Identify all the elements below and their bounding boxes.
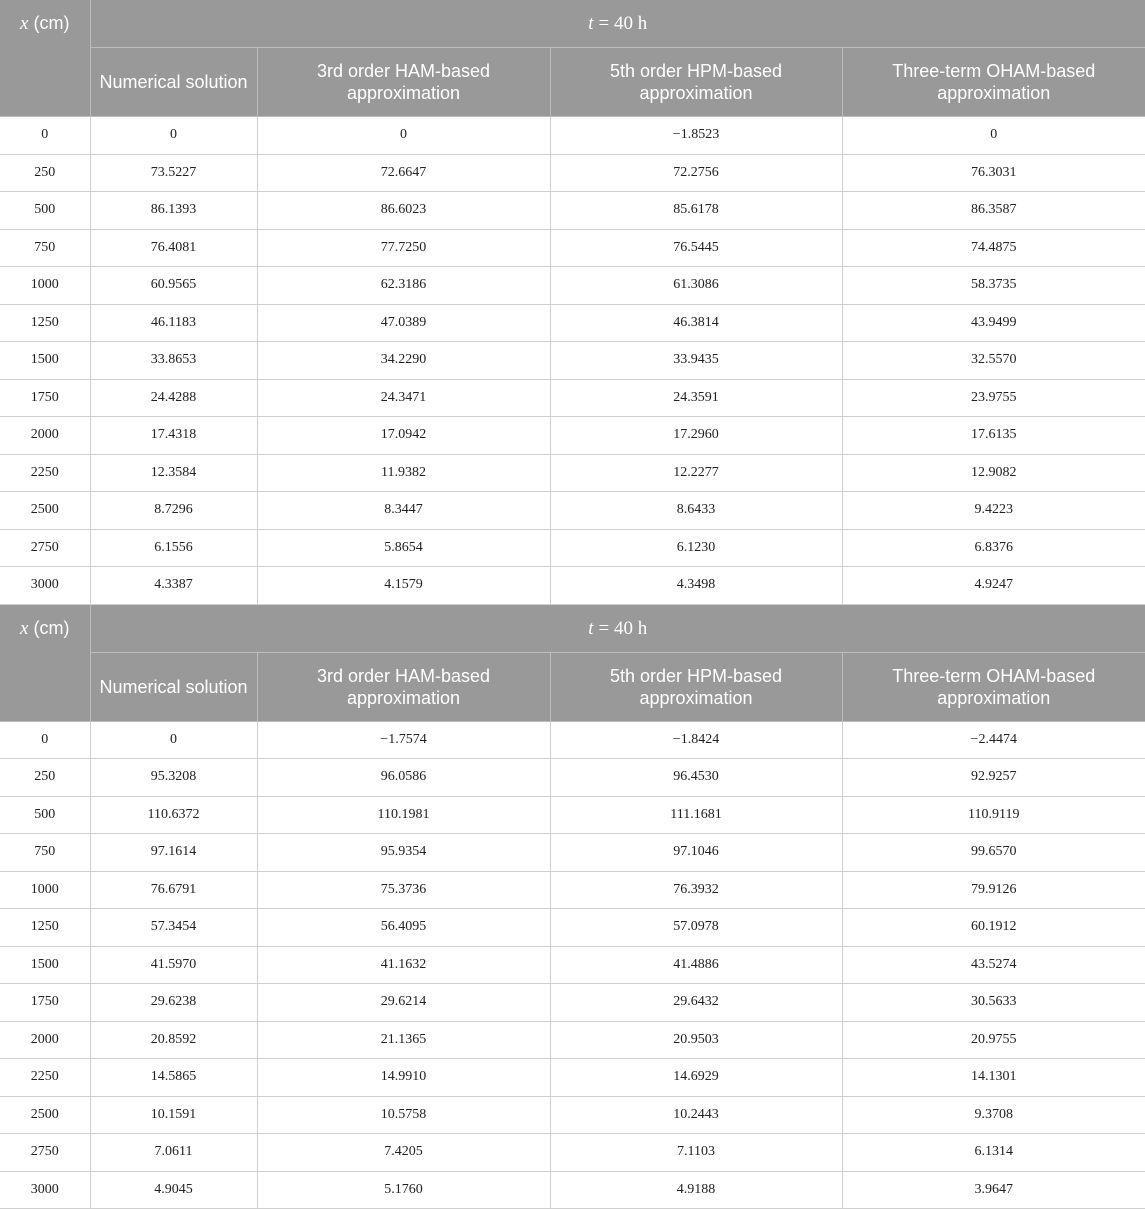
x-column-header [0, 0, 90, 117]
table-row [0, 721, 1145, 759]
value-cell: 9.4223 [842, 492, 1145, 530]
value-cell: 24.4288 [90, 379, 257, 417]
value-cell: 7.1103 [550, 1134, 842, 1172]
x-value-cell: 1500 [0, 946, 90, 984]
value-cell: 0 [90, 117, 257, 155]
value-cell: 0 [842, 117, 1145, 155]
x-value-cell: 2750 [0, 529, 90, 567]
value-cell: 12.9082 [842, 454, 1145, 492]
value-cell: 6.1230 [550, 529, 842, 567]
x-value-cell: 2250 [0, 454, 90, 492]
value-cell: 43.5274 [842, 946, 1145, 984]
x-unit: (cm) [33, 617, 70, 638]
x-value-cell: 250 [0, 154, 90, 192]
table-row [0, 417, 1145, 455]
x-value-cell: 2500 [0, 1096, 90, 1134]
table-row [0, 909, 1145, 947]
method-column-header: Three-term OHAM-based approximation [842, 652, 1145, 721]
value-cell: 76.5445 [550, 229, 842, 267]
value-cell: 10.5758 [257, 1096, 550, 1134]
value-cell: 33.8653 [90, 342, 257, 380]
value-cell: 8.6433 [550, 492, 842, 530]
value-cell: 4.9045 [90, 1171, 257, 1209]
table-row [0, 154, 1145, 192]
value-cell: 17.4318 [90, 417, 257, 455]
x-value-cell: 500 [0, 192, 90, 230]
t-variable: t [588, 13, 594, 34]
value-cell: 86.3587 [842, 192, 1145, 230]
value-cell: 10.2443 [550, 1096, 842, 1134]
value-cell: 77.7250 [257, 229, 550, 267]
value-cell: 86.1393 [90, 192, 257, 230]
value-cell: 110.6372 [90, 796, 257, 834]
x-value-cell: 500 [0, 796, 90, 834]
t-variable: t [588, 617, 594, 639]
table-row [0, 984, 1145, 1022]
value-cell: 97.1614 [90, 834, 257, 872]
value-cell: 8.3447 [257, 492, 550, 530]
value-cell: 7.0611 [90, 1134, 257, 1172]
value-cell: 46.1183 [90, 304, 257, 342]
t-value: = 40 h [598, 617, 648, 639]
x-value-cell: 0 [0, 721, 90, 759]
value-cell: 24.3471 [257, 379, 550, 417]
value-cell: 23.9755 [842, 379, 1145, 417]
table-row [0, 1059, 1145, 1097]
value-cell: 111.1681 [550, 796, 842, 834]
value-cell: 76.3932 [550, 871, 842, 909]
x-value-cell: 1750 [0, 984, 90, 1022]
value-cell: 72.2756 [550, 154, 842, 192]
value-cell: 20.9503 [550, 1021, 842, 1059]
value-cell: 24.3591 [550, 379, 842, 417]
x-value-cell: 3000 [0, 567, 90, 605]
value-cell: 29.6238 [90, 984, 257, 1022]
value-cell: 57.0978 [550, 909, 842, 947]
value-cell: 17.0942 [257, 417, 550, 455]
table-row [0, 379, 1145, 417]
table-header-row [0, 604, 1145, 652]
method-column-header: 3rd order HAM-based approximation [257, 48, 550, 117]
x-value-cell: 2000 [0, 417, 90, 455]
value-cell: 33.9435 [550, 342, 842, 380]
value-cell: 110.1981 [257, 796, 550, 834]
value-cell: 17.6135 [842, 417, 1145, 455]
value-cell: 8.7296 [90, 492, 257, 530]
value-cell: −1.8424 [550, 721, 842, 759]
value-cell: 0 [257, 117, 550, 155]
method-column-header: Numerical solution [90, 48, 257, 117]
value-cell: 76.3031 [842, 154, 1145, 192]
table-row [0, 492, 1145, 530]
value-cell: 20.9755 [842, 1021, 1145, 1059]
table-row [0, 192, 1145, 230]
x-value-cell: 2750 [0, 1134, 90, 1172]
value-cell: 86.6023 [257, 192, 550, 230]
x-value-cell: 1500 [0, 342, 90, 380]
value-cell: 21.1365 [257, 1021, 550, 1059]
value-cell: 14.1301 [842, 1059, 1145, 1097]
value-cell: 110.9119 [842, 796, 1145, 834]
value-cell: 73.5227 [90, 154, 257, 192]
table-row [0, 759, 1145, 797]
value-cell: 30.5633 [842, 984, 1145, 1022]
value-cell: 41.4886 [550, 946, 842, 984]
method-column-header: 3rd order HAM-based approximation [257, 652, 550, 721]
value-cell: 75.3736 [257, 871, 550, 909]
value-cell: 74.4875 [842, 229, 1145, 267]
value-cell: 6.8376 [842, 529, 1145, 567]
table-subheader-row [0, 48, 1145, 117]
table-row [0, 1096, 1145, 1134]
value-cell: 3.9647 [842, 1171, 1145, 1209]
value-cell: 4.9247 [842, 567, 1145, 605]
value-cell: 79.9126 [842, 871, 1145, 909]
value-cell: 4.3387 [90, 567, 257, 605]
value-cell: 58.3735 [842, 267, 1145, 305]
value-cell: 95.3208 [90, 759, 257, 797]
value-cell: 4.1579 [257, 567, 550, 605]
table-row [0, 1021, 1145, 1059]
x-value-cell: 2500 [0, 492, 90, 530]
value-cell: 17.2960 [550, 417, 842, 455]
x-unit: (cm) [33, 13, 70, 33]
value-cell: 20.8592 [90, 1021, 257, 1059]
value-cell: −1.7574 [257, 721, 550, 759]
value-cell: 12.3584 [90, 454, 257, 492]
value-cell: 41.1632 [257, 946, 550, 984]
x-value-cell: 3000 [0, 1171, 90, 1209]
x-value-cell: 750 [0, 834, 90, 872]
value-cell: 14.6929 [550, 1059, 842, 1097]
time-group-header [90, 0, 1145, 48]
value-cell: 96.4530 [550, 759, 842, 797]
value-cell: 96.0586 [257, 759, 550, 797]
x-value-cell: 1750 [0, 379, 90, 417]
value-cell: 56.4095 [257, 909, 550, 947]
value-cell: 43.9499 [842, 304, 1145, 342]
value-cell: 61.3086 [550, 267, 842, 305]
value-cell: 0 [90, 721, 257, 759]
value-cell: 14.5865 [90, 1059, 257, 1097]
value-cell: 95.9354 [257, 834, 550, 872]
value-cell: 5.1760 [257, 1171, 550, 1209]
value-cell: 4.9188 [550, 1171, 842, 1209]
value-cell: 97.1046 [550, 834, 842, 872]
x-value-cell: 0 [0, 117, 90, 155]
value-cell: 4.3498 [550, 567, 842, 605]
table-subheader-row [0, 652, 1145, 721]
method-column-header: Numerical solution [90, 652, 257, 721]
value-cell: 9.3708 [842, 1096, 1145, 1134]
value-cell: 29.6214 [257, 984, 550, 1022]
method-column-header: 5th order HPM-based approximation [550, 652, 842, 721]
table-row [0, 834, 1145, 872]
value-cell: 92.9257 [842, 759, 1145, 797]
value-cell: 32.5570 [842, 342, 1145, 380]
value-cell: 6.1314 [842, 1134, 1145, 1172]
value-cell: 34.2290 [257, 342, 550, 380]
table-row [0, 117, 1145, 155]
value-cell: 60.1912 [842, 909, 1145, 947]
table-row [0, 567, 1145, 605]
table-row [0, 946, 1145, 984]
table-row [0, 529, 1145, 567]
table-row [0, 267, 1145, 305]
table-row [0, 1134, 1145, 1172]
table-row [0, 229, 1145, 267]
table-header-row [0, 0, 1145, 48]
t-value: = 40 h [598, 13, 648, 34]
value-cell: 12.2277 [550, 454, 842, 492]
value-cell: 60.9565 [90, 267, 257, 305]
table-row [0, 342, 1145, 380]
value-cell: 6.1556 [90, 529, 257, 567]
x-value-cell: 250 [0, 759, 90, 797]
table-row [0, 796, 1145, 834]
value-cell: 29.6432 [550, 984, 842, 1022]
x-value-cell: 1000 [0, 267, 90, 305]
x-value-cell: 2000 [0, 1021, 90, 1059]
value-cell: 10.1591 [90, 1096, 257, 1134]
value-cell: 76.6791 [90, 871, 257, 909]
value-cell: 14.9910 [257, 1059, 550, 1097]
value-cell: 76.4081 [90, 229, 257, 267]
x-value-cell: 2250 [0, 1059, 90, 1097]
table-row [0, 304, 1145, 342]
table-row [0, 871, 1145, 909]
value-cell: 41.5970 [90, 946, 257, 984]
value-cell: 99.6570 [842, 834, 1145, 872]
time-group-header [90, 604, 1145, 652]
value-cell: −2.4474 [842, 721, 1145, 759]
x-value-cell: 1000 [0, 871, 90, 909]
value-cell: 47.0389 [257, 304, 550, 342]
value-cell: 7.4205 [257, 1134, 550, 1172]
x-variable: x [20, 617, 29, 639]
x-column-header [0, 604, 90, 721]
value-cell: 46.3814 [550, 304, 842, 342]
value-cell: 57.3454 [90, 909, 257, 947]
value-cell: 11.9382 [257, 454, 550, 492]
x-variable: x [20, 13, 29, 34]
table-row [0, 454, 1145, 492]
method-column-header: Three-term OHAM-based approximation [842, 48, 1145, 117]
x-value-cell: 1250 [0, 909, 90, 947]
value-cell: 62.3186 [257, 267, 550, 305]
value-cell: 5.8654 [257, 529, 550, 567]
value-cell: −1.8523 [550, 117, 842, 155]
method-column-header: 5th order HPM-based approximation [550, 48, 842, 117]
value-cell: 85.6178 [550, 192, 842, 230]
x-value-cell: 1250 [0, 304, 90, 342]
value-cell: 72.6647 [257, 154, 550, 192]
x-value-cell: 750 [0, 229, 90, 267]
